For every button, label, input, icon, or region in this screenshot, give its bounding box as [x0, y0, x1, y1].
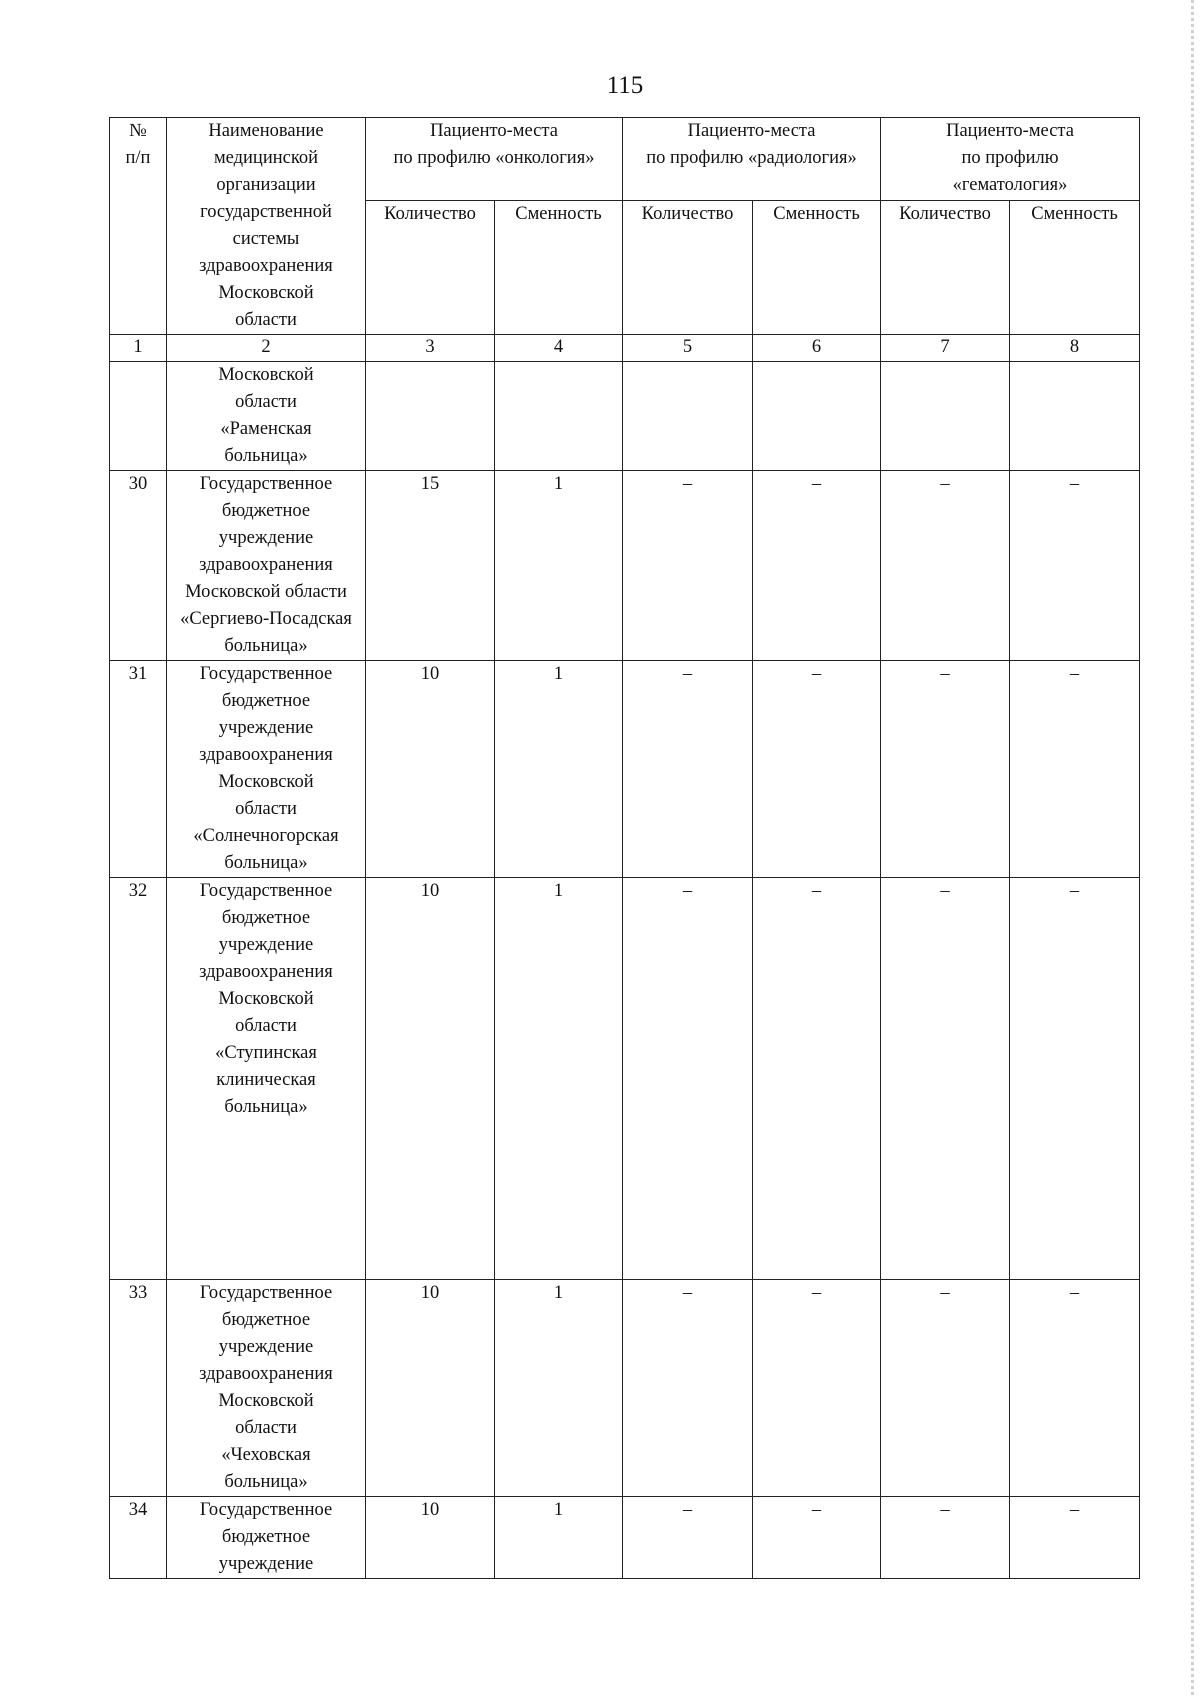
cell-hematology-shift: [1010, 362, 1140, 471]
column-number: 8: [1010, 335, 1140, 362]
cell-radiology-count: [623, 362, 753, 471]
cell-radiology-shift: –: [753, 661, 881, 878]
cell-oncology-shift: [495, 362, 623, 471]
cell-oncology-count: 15: [366, 471, 495, 661]
cell-oncology-shift: 1: [495, 661, 623, 878]
page-number: 115: [606, 72, 644, 99]
cell-radiology-shift: –: [753, 878, 881, 1280]
row-num: 32: [110, 878, 167, 1280]
row-org-name: Московской области «Раменская больница»: [167, 362, 366, 471]
header-sub-hematology-count: Количество: [881, 201, 1010, 335]
row-num: 30: [110, 471, 167, 661]
cell-radiology-shift: [753, 362, 881, 471]
table-row: [110, 661, 1140, 878]
scan-edge: [1191, 0, 1194, 1697]
header-group-oncology: Пациенто-места по профилю «онкология»: [366, 118, 623, 201]
cell-radiology-count: –: [623, 661, 753, 878]
table-row: [110, 1280, 1140, 1497]
cell-hematology-shift: –: [1010, 1497, 1140, 1579]
row-org-name: Государственное бюджетное учреждение здравоохранения Московской области «Сергиево-Посадская больница»: [167, 471, 366, 661]
column-number-row: [110, 335, 1140, 362]
cell-hematology-count: –: [881, 1497, 1010, 1579]
cell-oncology-count: 10: [366, 661, 495, 878]
cell-oncology-count: 10: [366, 1280, 495, 1497]
cell-radiology-shift: –: [753, 1280, 881, 1497]
column-number: 5: [623, 335, 753, 362]
row-num: [110, 362, 167, 471]
header-sub-hematology-shift: Сменность: [1010, 201, 1140, 335]
cell-radiology-count: –: [623, 1280, 753, 1497]
row-org-name: Государственное бюджетное учреждение здравоохранения Московской области «Ступинская клиническая больница»: [167, 878, 366, 1280]
cell-hematology-count: –: [881, 661, 1010, 878]
header-row-groups: [110, 118, 1140, 201]
table-row: [110, 362, 1140, 471]
cell-oncology-shift: 1: [495, 471, 623, 661]
header-group-radiology: Пациенто-места по профилю «радиология»: [623, 118, 881, 201]
cell-radiology-count: –: [623, 878, 753, 1280]
cell-hematology-shift: –: [1010, 471, 1140, 661]
cell-oncology-shift: 1: [495, 1280, 623, 1497]
cell-hematology-count: –: [881, 878, 1010, 1280]
cell-hematology-count: [881, 362, 1010, 471]
row-org-name: Государственное бюджетное учреждение: [167, 1497, 366, 1579]
cell-hematology-shift: –: [1010, 1280, 1140, 1497]
row-num: 31: [110, 661, 167, 878]
header-group-hematology: Пациенто-места по профилю «гематология»: [881, 118, 1140, 201]
header-sub-oncology-count: Количество: [366, 201, 495, 335]
cell-oncology-count: 10: [366, 878, 495, 1280]
table-row: [110, 878, 1140, 1280]
cell-hematology-shift: –: [1010, 878, 1140, 1280]
header-sub-oncology-shift: Сменность: [495, 201, 623, 335]
row-num: 34: [110, 1497, 167, 1579]
header-sub-radiology-shift: Сменность: [753, 201, 881, 335]
patient-places-table: [109, 117, 1140, 1579]
table-row: [110, 1497, 1140, 1579]
cell-radiology-shift: –: [753, 1497, 881, 1579]
header-org-name: Наименование медицинской организации государственной системы здравоохранения Московской области: [167, 118, 366, 335]
column-number: 7: [881, 335, 1010, 362]
column-number: 6: [753, 335, 881, 362]
header-sub-radiology-count: Количество: [623, 201, 753, 335]
column-number: 2: [167, 335, 366, 362]
row-num: 33: [110, 1280, 167, 1497]
cell-radiology-shift: –: [753, 471, 881, 661]
cell-hematology-shift: –: [1010, 661, 1140, 878]
column-number: 1: [110, 335, 167, 362]
cell-oncology-count: 10: [366, 1497, 495, 1579]
cell-radiology-count: –: [623, 471, 753, 661]
cell-oncology-count: [366, 362, 495, 471]
cell-oncology-shift: 1: [495, 878, 623, 1280]
header-num: № п/п: [110, 118, 167, 335]
cell-hematology-count: –: [881, 471, 1010, 661]
cell-oncology-shift: 1: [495, 1497, 623, 1579]
column-number: 3: [366, 335, 495, 362]
row-org-name: Государственное бюджетное учреждение здравоохранения Московской области «Чеховская больница»: [167, 1280, 366, 1497]
cell-hematology-count: –: [881, 1280, 1010, 1497]
row-org-name: Государственное бюджетное учреждение здравоохранения Московской области «Солнечногорская больница»: [167, 661, 366, 878]
table-row: [110, 471, 1140, 661]
column-number: 4: [495, 335, 623, 362]
cell-radiology-count: –: [623, 1497, 753, 1579]
